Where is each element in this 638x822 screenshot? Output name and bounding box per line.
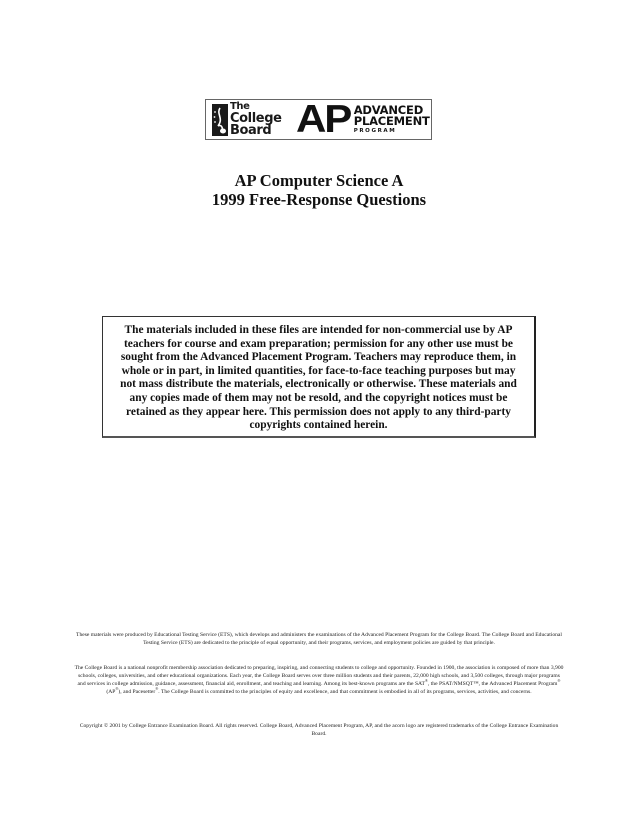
college-board-line2: College (230, 110, 282, 126)
college-board-logo (212, 103, 282, 137)
ap-logo-letters: AP (295, 97, 350, 141)
registered-mark: ® (424, 678, 428, 684)
footer-copyright-paragraph (74, 722, 564, 738)
ap-wordmark-line1: ADVANCED (353, 102, 424, 117)
document-subtitle: 1999 Free-Response Questions (211, 190, 427, 209)
usage-notice-box (102, 316, 536, 438)
footer-cb-text-4: ), and Pacesetter (118, 689, 156, 696)
footer-ets-text: These materials were produced by Educational Testing Service (ETS), which develops and administers the examinations of the Advanced Placement Program for the College Board. The College Board and Educational Testing Service (ETS) are dedicated to the principle of equal opportunity, and their programs, services, and employment policies are guided by that principle. (76, 632, 562, 647)
college-board-wordmark (230, 102, 282, 137)
footer-college-board-paragraph (74, 664, 564, 696)
usage-notice-text: The materials included in these files are intended for non-commercial use by AP teachers for course and exam preparation; permission for any other use must be sought from the Advanced Placement Program. Teachers may reproduce them, in whole or in part, in limited quantities, for face-to-face teaching purposes but may not mass distribute the materials, electronically or otherwise. These materials and any copies made of them may not be resold, and the copyright notices must be retained as they appear here. This permission does not apply to any third-party copyrights contained herein. (120, 324, 517, 432)
footer-cb-text-3: (AP (106, 689, 116, 696)
registered-mark: ® (115, 686, 119, 692)
footer-ets-paragraph (74, 631, 564, 647)
footer-cb-text-1: The College Board is a national nonprofit membership association dedicated to preparing, inspiring, and connecting students to college and opportunity. Founded in 1900, the association is composed of more than 3,900 schools, colleges, universities, and other educational organizations. Each year, the College Board serves over three million students and their parents, 22,000 high schools, and 3,500 colleges, through major programs and services in college admission, guidance, assessment, financial aid, enrollment, and teaching and learning. Among its best-known programs are the SAT (74, 665, 564, 688)
ap-wordmark-line2: PLACEMENT (353, 113, 430, 128)
college-board-line1: The (230, 101, 250, 113)
footer-cb-text-5: . The College Board is committed to the principles of equity and excellence, and that commitment is embodied in all of its programs, services, activities, and concerns. (158, 689, 532, 696)
registered-mark: ® (155, 686, 159, 692)
footer-cb-text-2: , the PSAT/NMSQT™, the Advanced Placement Program (427, 681, 558, 688)
ap-wordmark-line3: PROGRAM (353, 127, 397, 134)
college-board-line3: Board (230, 122, 272, 138)
college-board-ap-logo (205, 99, 432, 140)
ap-wordmark (353, 102, 430, 135)
acorn-icon (212, 104, 228, 136)
footer-copyright-text: Copyright © 2001 by College Entrance Examination Board. All rights reserved. College Board, Advanced Placement Program, AP, and the acorn logo are registered trademarks of the College Entrance Examination Board. (79, 723, 559, 738)
registered-mark: ® (557, 678, 561, 684)
document-title: AP Computer Science A (234, 171, 404, 190)
